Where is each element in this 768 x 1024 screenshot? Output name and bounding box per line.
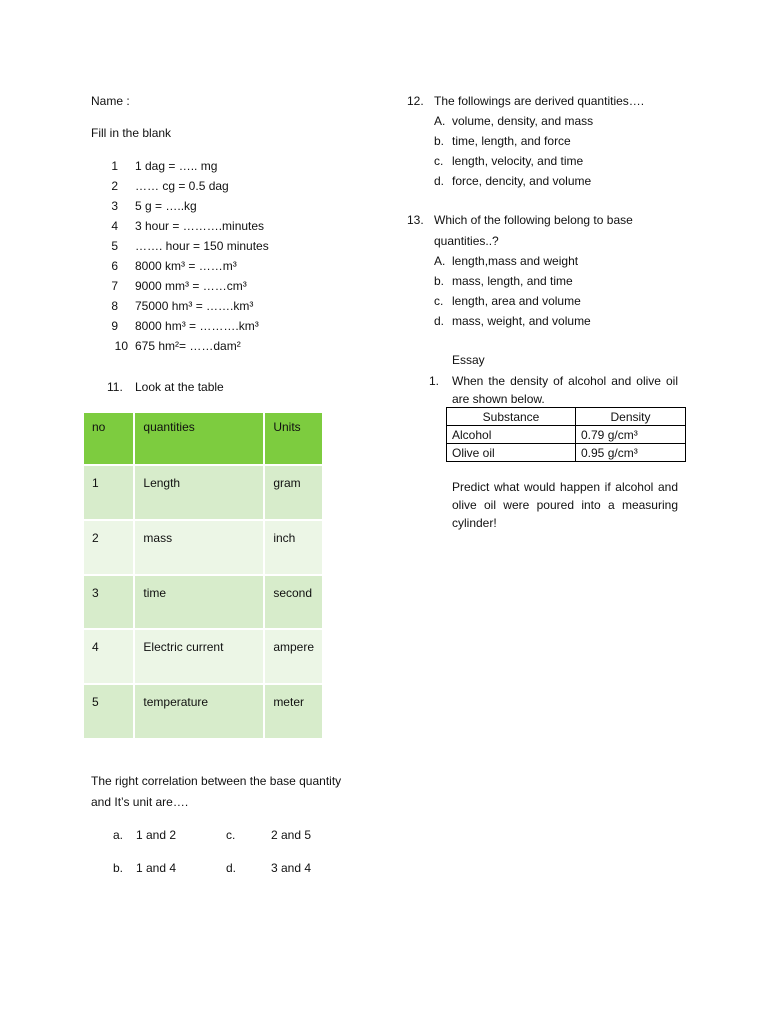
table-cell: time	[135, 576, 263, 629]
option-text: volume, density, and mass	[452, 114, 594, 128]
option-letter: b.	[434, 134, 445, 148]
option-letter: a.	[113, 828, 124, 842]
density-table	[446, 407, 686, 462]
option-letter: A.	[434, 114, 446, 128]
item-number: 5	[111, 239, 118, 253]
option-letter: c.	[434, 154, 444, 168]
question-number: 11.	[107, 380, 123, 394]
option-letter: d.	[434, 314, 445, 328]
item-number: 1	[111, 159, 118, 173]
option-letter: A.	[434, 254, 446, 268]
question-text: Look at the table	[135, 380, 224, 394]
item-number: 8	[111, 299, 118, 313]
item-text: 675 hm²= ……dam²	[135, 339, 241, 353]
column-header: Substance	[447, 408, 576, 426]
table-cell: 0.95 g/cm³	[576, 444, 686, 462]
fill-blank-heading: Fill in the blank	[91, 126, 172, 140]
quantities-table	[82, 411, 324, 740]
option-text: 1 and 4	[136, 861, 177, 875]
table-cell: second	[265, 576, 322, 629]
option-text: mass, length, and time	[452, 274, 573, 288]
table-row	[84, 576, 322, 629]
column-header: Units	[265, 413, 322, 464]
table-row	[84, 685, 322, 738]
table-cell: mass	[135, 521, 263, 574]
option-letter: b.	[434, 274, 445, 288]
table-cell: 3	[84, 576, 133, 629]
option-text: mass, weight, and volume	[452, 314, 591, 328]
question-number: 13.	[407, 213, 424, 227]
item-number: 4	[111, 219, 118, 233]
essay-prompt: Predict what would happen if alcohol and olive oil were poured into a measuring cylinder!	[452, 480, 678, 530]
item-text: 9000 mm³ = ……cm³	[135, 279, 247, 293]
option-letter: c.	[226, 828, 236, 842]
option-letter: b.	[113, 861, 124, 875]
table-cell: gram	[265, 466, 322, 519]
essay-number: 1.	[429, 374, 440, 388]
table-cell: inch	[265, 521, 322, 574]
item-text: ……. hour = 150 minutes	[135, 239, 269, 253]
item-number: 10	[114, 339, 128, 353]
item-text: 75000 hm³ = …….km³	[135, 299, 254, 313]
item-number: 3	[111, 199, 118, 213]
table-cell: ampere	[265, 630, 322, 683]
item-text: 1 dag = ….. mg	[135, 159, 218, 173]
table-header-row	[84, 413, 322, 464]
table-header-row	[447, 408, 686, 426]
question-text: quantities..?	[434, 234, 499, 248]
option-text: length, velocity, and time	[452, 154, 584, 168]
item-text: 8000 km³ = ……m³	[135, 259, 237, 273]
table-cell: Olive oil	[447, 444, 576, 462]
option-letter: c.	[434, 294, 444, 308]
table-row	[84, 630, 322, 683]
table-row	[84, 466, 322, 519]
table-cell: Alcohol	[447, 426, 576, 444]
option-text: 1 and 2	[136, 828, 177, 842]
name-label: Name :	[91, 94, 130, 108]
table-row	[447, 444, 686, 462]
item-text: 3 hour = ……….minutes	[135, 219, 265, 233]
option-text: length,mass and weight	[452, 254, 579, 268]
table-cell: 4	[84, 630, 133, 683]
option-letter: d.	[434, 174, 445, 188]
column-header: no	[84, 413, 133, 464]
table-cell: Electric current	[135, 630, 263, 683]
column-header: Density	[576, 408, 686, 426]
item-text: …… cg = 0.5 dag	[135, 179, 229, 193]
option-letter: d.	[226, 861, 237, 875]
item-number: 7	[111, 279, 118, 293]
item-number: 6	[111, 259, 118, 273]
essay-heading: Essay	[452, 353, 485, 367]
question-line: The right correlation between the base quantity	[91, 774, 342, 788]
table-row	[447, 426, 686, 444]
item-text: 5 g = …..kg	[135, 199, 197, 213]
question-text: The followings are derived quantities….	[434, 94, 645, 108]
table-cell: Length	[135, 466, 263, 519]
table-cell: temperature	[135, 685, 263, 738]
question-number: 12.	[407, 94, 424, 108]
column-header: quantities	[135, 413, 263, 464]
question-text: Which of the following belong to base	[434, 213, 633, 227]
table-cell: 1	[84, 466, 133, 519]
option-text: length, area and volume	[452, 294, 581, 308]
option-text: 3 and 4	[271, 861, 312, 875]
question-line: and It’s unit are….	[91, 795, 189, 809]
table-cell: meter	[265, 685, 322, 738]
essay-intro: When the density of alcohol and olive oil are shown below.	[452, 374, 678, 406]
item-number: 2	[111, 179, 118, 193]
item-text: 8000 hm³ = ……….km³	[135, 319, 259, 333]
option-text: force, dencity, and volume	[452, 174, 592, 188]
option-text: 2 and 5	[271, 828, 312, 842]
table-row	[84, 521, 322, 574]
table-cell: 0.79 g/cm³	[576, 426, 686, 444]
table-cell: 5	[84, 685, 133, 738]
table-cell: 2	[84, 521, 133, 574]
option-text: time, length, and force	[452, 134, 571, 148]
item-number: 9	[111, 319, 118, 333]
